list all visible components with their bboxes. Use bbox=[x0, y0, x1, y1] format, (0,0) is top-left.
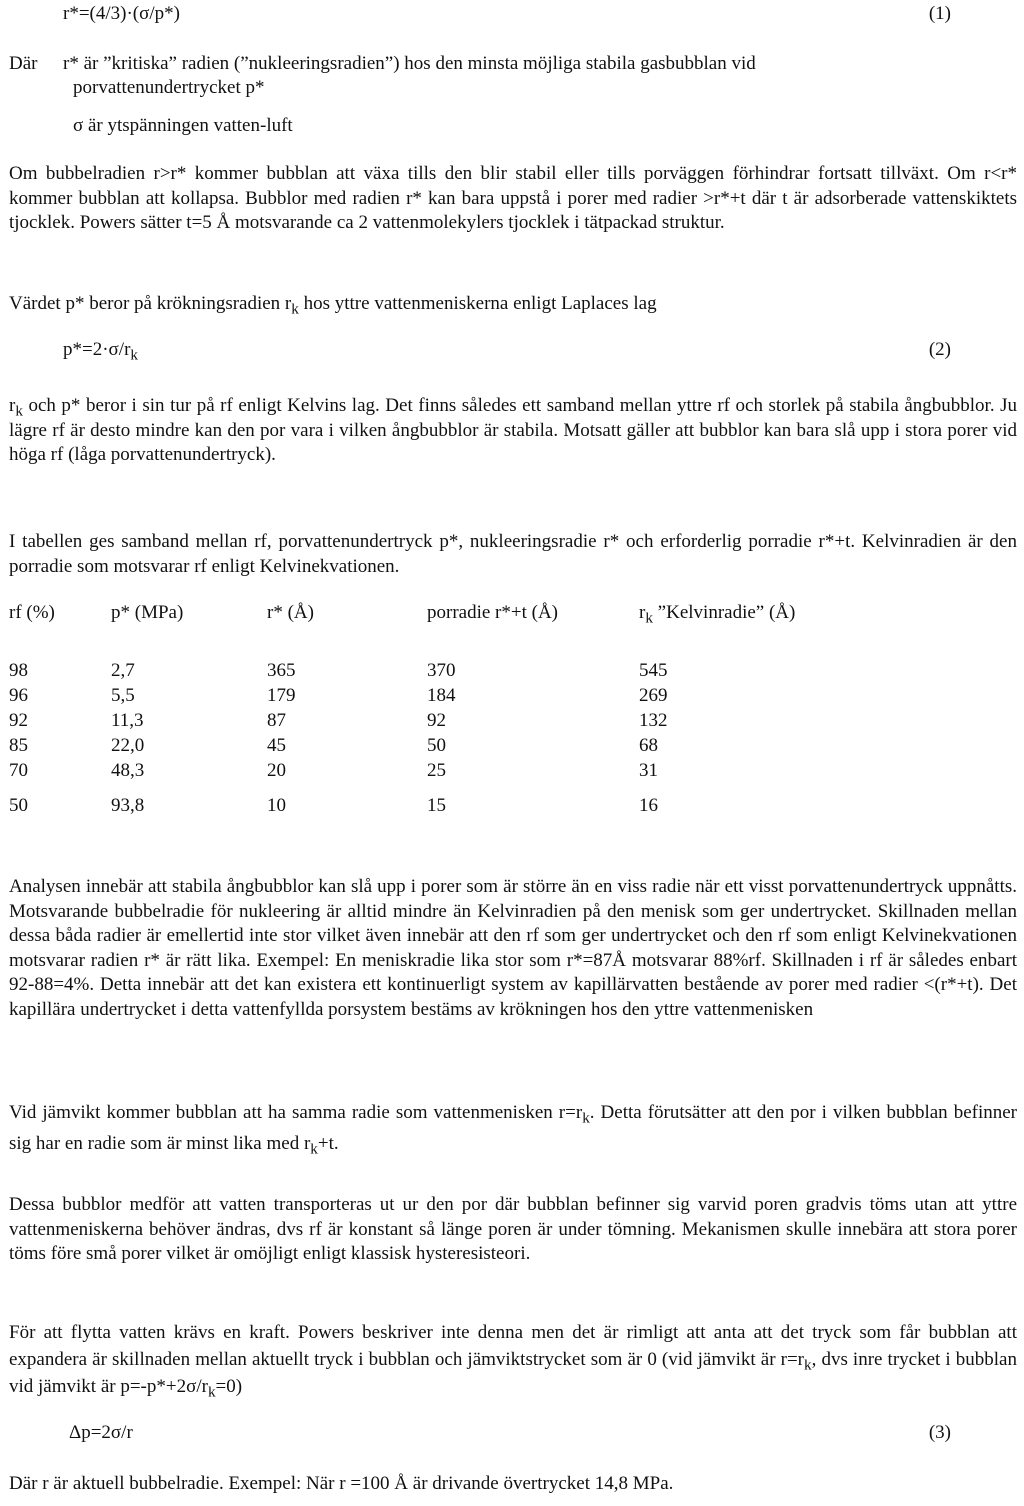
table-cell: 96 bbox=[9, 685, 28, 706]
paragraph-bubble-growth: Om bubbelradien r>r* kommer bubblan att växa tills den blir stabil eller tills porväggen förhindrar fortsatt tillväxt. Om r<r* kommer bubblan att kollapsa. Bubblor med radien r* kan bara uppstå i porer med radier >r*+t där t är adsorberade vattenskiktets tjocklek. Powers sätter t=5 Å motsvarande ca 2 vattenmolekylers tjocklek i tätpackad struktur. bbox=[9, 163, 1017, 233]
table-cell: 365 bbox=[267, 660, 296, 681]
table-row bbox=[9, 658, 939, 683]
table-cell: 184 bbox=[427, 685, 456, 706]
equation-3-number: (3) bbox=[928, 1422, 951, 1443]
table-cell: 93,8 bbox=[111, 795, 145, 816]
table-cell: 48,3 bbox=[111, 760, 145, 781]
table-cell: 15 bbox=[427, 795, 446, 816]
table-cell: 92 bbox=[9, 710, 28, 731]
header-pore-radius: porradie r*+t (Å) bbox=[427, 602, 558, 623]
paragraph-laplace: Värdet p* beror på krökningsradien $r_k$ hos yttre vattenmeniskerna enligt Laplaces lag bbox=[9, 293, 657, 318]
table-cell: 269 bbox=[639, 685, 668, 706]
table-cell: 98 bbox=[9, 660, 28, 681]
table-cell: 370 bbox=[427, 660, 456, 681]
equation-3: Δp=2σ/r bbox=[69, 1422, 133, 1443]
paragraph-analysis: Analysen innebär att stabila ångbubblor kan slå upp i porer som är större än en viss radie när ett visst porvattenundertryck uppnåtts. Motsvarande bubbelradie för nukleering är alltid mindre än Kelvinradien på den menisk som ger undertrycket. Skillnaden mellan dessa båda radier är emellertid inte stor vilket även innebär att den rf som ger undertrycket och den rf som enligt Kelvinekvationen motsvarar radien r* är rätt lika. Exempel: En meniskradie lika stor som r*=87Å motsvarar 88%rf. Skillnaden i rf är således enbart 92-88=4%. Detta innebär att det kan existera ett kontinuerligt system av kapillärvatten bestående av porer med radier <(r*+t). Det kapillära undertrycket i detta vattenfyllda porsystem bestäms av krökningen hos den yttre vattenmenisken bbox=[9, 876, 1017, 1020]
table-cell: 11,3 bbox=[111, 710, 144, 731]
data-table bbox=[9, 600, 939, 818]
paragraph-table-intro: I tabellen ges samband mellan rf, porvattenundertryck p*, nukleeringsradie r* och erforderlig porradie r*+t. Kelvinradien är den porradie som motsvarar rf enligt Kelvinekvationen. bbox=[9, 531, 1017, 577]
equation-2: $p*=2\cdot\sigma/r_k$ bbox=[63, 339, 138, 364]
equation-2-number: (2) bbox=[928, 339, 951, 360]
table-row bbox=[9, 683, 939, 708]
table-cell: 45 bbox=[267, 735, 286, 756]
header-kelvin-radius: $r_k$ ”Kelvinradie” (Å) bbox=[639, 602, 796, 627]
table-cell: 68 bbox=[639, 735, 658, 756]
table-cell: 10 bbox=[267, 795, 286, 816]
table-row bbox=[9, 758, 939, 783]
table-row bbox=[9, 708, 939, 733]
equation-1-number: (1) bbox=[928, 3, 951, 24]
header-rf: rf (%) bbox=[9, 602, 55, 623]
table-cell: 31 bbox=[639, 760, 658, 781]
equation-1: r*=(4/3)·(σ/p*) bbox=[63, 3, 180, 24]
table-cell: 2,7 bbox=[111, 660, 135, 681]
paragraph-force: För att flytta vatten krävs en kraft. Powers beskriver inte denna men det är rimligt att anta att det tryck som får bubblan att expandera är skillnaden mellan aktuellt tryck i bubblan och jämviktstrycket som är 0 (vid jämvikt är $r=r_k$, dvs inre trycket i bubblan vid jämvikt är $p=-p*+2\sigma/r_k=0$) bbox=[9, 1322, 1017, 1401]
table-row bbox=[9, 733, 939, 758]
definition-sigma: σ är ytspänningen vatten-luft bbox=[73, 115, 293, 136]
table-cell: 50 bbox=[9, 795, 28, 816]
definition-r-star-continued: porvattenundertrycket p* bbox=[73, 77, 265, 98]
table-header-row bbox=[9, 600, 939, 658]
definitions-lead: Där bbox=[9, 53, 38, 74]
table-cell: 22,0 bbox=[111, 735, 145, 756]
table-cell: 545 bbox=[639, 660, 668, 681]
table-cell: 50 bbox=[427, 735, 446, 756]
table-cell: 179 bbox=[267, 685, 296, 706]
header-p-star: p* (MPa) bbox=[111, 602, 184, 623]
table-cell: 70 bbox=[9, 760, 28, 781]
paragraph-equilibrium: Vid jämvikt kommer bubblan att ha samma radie som vattenmenisken $r=r_k$. Detta förutsätter att den por i vilken bubblan befinner sig har en radie som är minst lika med $r_k+t$. bbox=[9, 1102, 1018, 1158]
table-cell: 92 bbox=[427, 710, 446, 731]
table-cell: 20 bbox=[267, 760, 286, 781]
table-cell: 132 bbox=[639, 710, 668, 731]
table-cell: 16 bbox=[639, 795, 658, 816]
table-cell: 87 bbox=[267, 710, 286, 731]
table-cell: 25 bbox=[427, 760, 446, 781]
header-r-star: r* (Å) bbox=[267, 602, 314, 623]
table-cell: 5,5 bbox=[111, 685, 135, 706]
paragraph-kelvin: $r_k$ och p* beror i sin tur på rf enligt Kelvins lag. Det finns således ett samband mellan yttre rf och storlek på stabila ångbubblor. Ju lägre rf är desto mindre kan den por vara i vilken ångbubblor är stabila. Motsatt gäller att bubblor kan bara slå upp i stora porer vid höga rf (låga porvattenundertryck). bbox=[9, 395, 1017, 465]
table-row bbox=[9, 783, 939, 818]
paragraph-transport: Dessa bubblor medför att vatten transporteras ut ur den por där bubblan befinner sig varvid poren gradvis töms utan att yttre vattenmeniskerna behöver ändras, dvs rf är konstant så länge poren är under tömning. Mekanismen skulle innebära att stora porer töms före små porer vilket är omöjligt enligt klassisk hysteresisteori. bbox=[9, 1194, 1017, 1264]
definition-r-star: r* är ”kritiska” radien (”nukleeringsradien”) hos den minsta möjliga stabila gasbubblan vid bbox=[63, 53, 756, 74]
table-cell: 85 bbox=[9, 735, 28, 756]
paragraph-example: Där r är aktuell bubbelradie. Exempel: När r =100 Å är drivande övertrycket 14,8 MPa. bbox=[9, 1473, 674, 1494]
